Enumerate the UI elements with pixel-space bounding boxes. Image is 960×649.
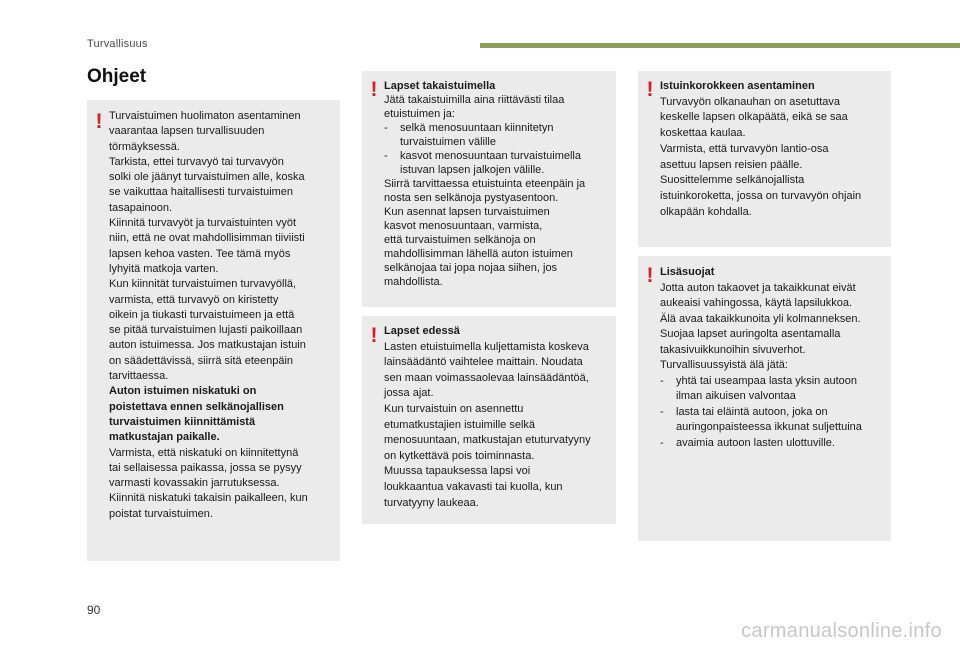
warning-box-booster: [638, 71, 891, 247]
warning-icon: !: [370, 324, 378, 347]
box1-line: Kiinnitä niskatuki takaisin paikalleen, kun: [109, 492, 308, 505]
box1-bold-line: turvaistuimen kiinnittämistä: [109, 415, 256, 428]
warning-box-front-seat: [362, 316, 616, 524]
box1-line: tasapainoon.: [109, 201, 172, 214]
box1-line: Tarkista, ettei turvavyö tai turvavyön: [109, 155, 284, 168]
bullet-line: ilman aikuisen valvontaa: [676, 390, 796, 402]
box5-line: Suojaa lapset auringolta asentamalla: [660, 328, 841, 340]
box1-line: se vaikuttaa haitallisesti turvaistuimen: [109, 186, 294, 199]
box4-line: olkapään kohdalla.: [660, 205, 752, 218]
box3-line: Kun turvaistuin on asennettu: [384, 402, 524, 415]
section-divider-bar: [480, 43, 960, 48]
box5-line: Älä avaa takaikkunoita yli kolmanneksen.: [660, 312, 861, 325]
box2-line: nosta sen selkänoja pystyasentoon.: [384, 192, 559, 204]
warning-icon: !: [646, 78, 654, 101]
box3-line: on kytkettävä pois toiminnasta.: [384, 449, 535, 462]
box1-line: on säädettävissä, siirrä sitä eteenpäin: [109, 354, 294, 367]
box1-line: tarvittaessa.: [109, 370, 169, 383]
box5-line: takasivuikkunoihin sivuverhot.: [660, 343, 806, 356]
box1-line: Varmista, että niskatuki on kiinnitettynä: [109, 446, 299, 459]
box4-line: koskettaa kaulaa.: [660, 127, 746, 140]
warning-box-additional-protection: [638, 256, 891, 541]
box2-line: mahdollisimman lähellä auton istuimen: [384, 248, 573, 260]
page-number: 90: [87, 603, 101, 617]
box1-bold-line: poistettava ennen selkänojallisen: [109, 400, 284, 413]
warning-icon: !: [95, 110, 103, 133]
warning-icon: !: [370, 78, 378, 101]
section-label: Turvallisuus: [87, 38, 148, 50]
bullet-line: turvaistuimen välille: [400, 136, 496, 148]
box2-line: selkänojaa tai jopa nojaa siihen, jos: [384, 262, 558, 274]
bullet-dash: -: [660, 405, 664, 418]
box2-bullet: [384, 149, 608, 177]
box2-bullet: [384, 121, 608, 149]
watermark: carmanualsonline.info: [741, 620, 942, 642]
box1-line: Turvaistuimen huolimaton asentaminen: [109, 110, 301, 122]
warning-box-rear-seat: [362, 71, 616, 307]
box1-line: lapsen kehoa vasten. Tee tämä myös: [109, 247, 291, 260]
bullet-line: lasta tai eläintä autoon, joka on: [676, 405, 828, 418]
bullet-line: avaimia autoon lasten ulottuville.: [676, 436, 835, 449]
box4-line: asettuu lapsen reisien päälle.: [660, 158, 803, 171]
bullet-dash: -: [384, 150, 388, 162]
bullet-dash: -: [384, 122, 388, 134]
box4-line: Turvavyön olkanauhan on asetuttava: [660, 95, 840, 108]
box1-line: niin, että ne ovat mahdollisimman tiiviisti: [109, 232, 305, 245]
box2-line: Siirrä tarvittaessa etuistuinta eteenpäin ja: [384, 178, 586, 190]
box3-line: lainsäädäntö vaihtelee maittain. Noudata: [384, 356, 583, 369]
bullet-line: yhtä tai useampaa lasta yksin autoon: [676, 374, 858, 387]
box2-heading: Lapset takaistuimella: [384, 80, 496, 92]
box3-line: Lasten etuistuimella kuljettamista koskeva: [384, 340, 589, 353]
box3-heading: Lapset edessä: [384, 325, 460, 337]
box4-heading: Istuinkorokkeen asentaminen: [660, 80, 815, 92]
box3-line: Muussa tapauksessa lapsi voi: [384, 465, 531, 478]
warning-icon: !: [646, 264, 654, 287]
box2-line: Jätä takaistuimilla aina riittävästi tilaa: [384, 94, 565, 106]
box1-bold-line: Auton istuimen niskatuki on: [109, 385, 257, 398]
box3-line: jossa ajat.: [384, 387, 434, 400]
box1-line: vaarantaa lapsen turvallisuuden: [109, 125, 265, 138]
box5-line: Jotta auton takaovet ja takaikkunat eivät: [660, 281, 856, 294]
box2-line: Kun asennat lapsen turvaistuimen: [384, 206, 550, 218]
warning-box-installation: [87, 100, 340, 561]
box2-line: kasvot menosuuntaan, varmista,: [384, 220, 543, 232]
box1-line: lyhyitä matkoja varten.: [109, 262, 219, 275]
box3-line: etumatkustajien istuimille selkä: [384, 418, 536, 431]
box1-line: törmäyksessä.: [109, 140, 180, 153]
box1-line: oikein ja tiukasti turvaistuimeen ja että: [109, 308, 295, 321]
box3-line: loukkaantua vakavasti tai kuolla, kun: [384, 480, 563, 493]
box2-line: mahdollista.: [384, 276, 443, 288]
box5-heading: Lisäsuojat: [660, 266, 715, 278]
box1-line: Kiinnitä turvavyöt ja turvaistuinten vyöt: [109, 217, 297, 230]
box4-line: Varmista, että turvavyön lantio-osa: [660, 142, 829, 155]
box2-line: että turvaistuimen selkänoja on: [384, 234, 536, 246]
bullet-line: selkä menosuuntaan kiinnitetyn: [400, 122, 554, 134]
box4-line: istuinkoroketta, jossa on turvavyön ohjain: [660, 189, 862, 202]
box1-line: solki ole jäänyt turvaistuimen alle, koska: [109, 171, 305, 184]
box3-line: turvatyyny laukeaa.: [384, 496, 479, 509]
bullet-line: istuvan lapsen jalkojen välille.: [400, 164, 545, 176]
box5-bullet: [660, 436, 883, 452]
box1-bold-line: matkustajan paikalle.: [109, 431, 220, 444]
box1-line: varmasti kovassakin jarrutuksessa.: [109, 477, 280, 490]
box4-line: keskelle lapsen olkapäätä, eikä se saa: [660, 111, 848, 124]
bullet-dash: -: [660, 374, 664, 387]
box1-line: se pitää turvaistuimen lujasti paikoillaan: [109, 324, 303, 337]
bullet-line: auringonpaisteessa ikkunat suljettuina: [676, 421, 862, 433]
box3-line: sen maan voimassaolevaa lainsäädäntöä,: [384, 371, 589, 384]
box5-bullet: [660, 374, 883, 405]
page-title: Ohjeet: [87, 66, 147, 87]
box1-line: auton istuimessa. Jos matkustajan istuin: [109, 339, 306, 352]
box1-line: Kun kiinnität turvaistuimen turvavyöllä,: [109, 278, 297, 291]
bullet-dash: -: [660, 436, 664, 449]
box4-line: Suosittelemme selkänojallista: [660, 174, 805, 187]
box5-line: Turvallisuussyistä älä jätä:: [660, 359, 788, 371]
box5-line: aukeaisi vahingossa, käytä lapsilukkoa.: [660, 297, 853, 309]
box2-line: etuistuimen ja:: [384, 108, 455, 120]
box5-bullet: [660, 405, 883, 436]
box1-line: varmista, että turvavyö on kiristetty: [109, 293, 279, 306]
box3-line: menosuuntaan, matkustajan etuturvatyyny: [384, 434, 591, 447]
box1-line: poistat turvaistuimen.: [109, 507, 213, 520]
bullet-line: kasvot menosuuntaan turvaistuimella: [400, 150, 581, 162]
box1-line: tai sellaisessa paikassa, jossa se pysyy: [109, 461, 302, 474]
